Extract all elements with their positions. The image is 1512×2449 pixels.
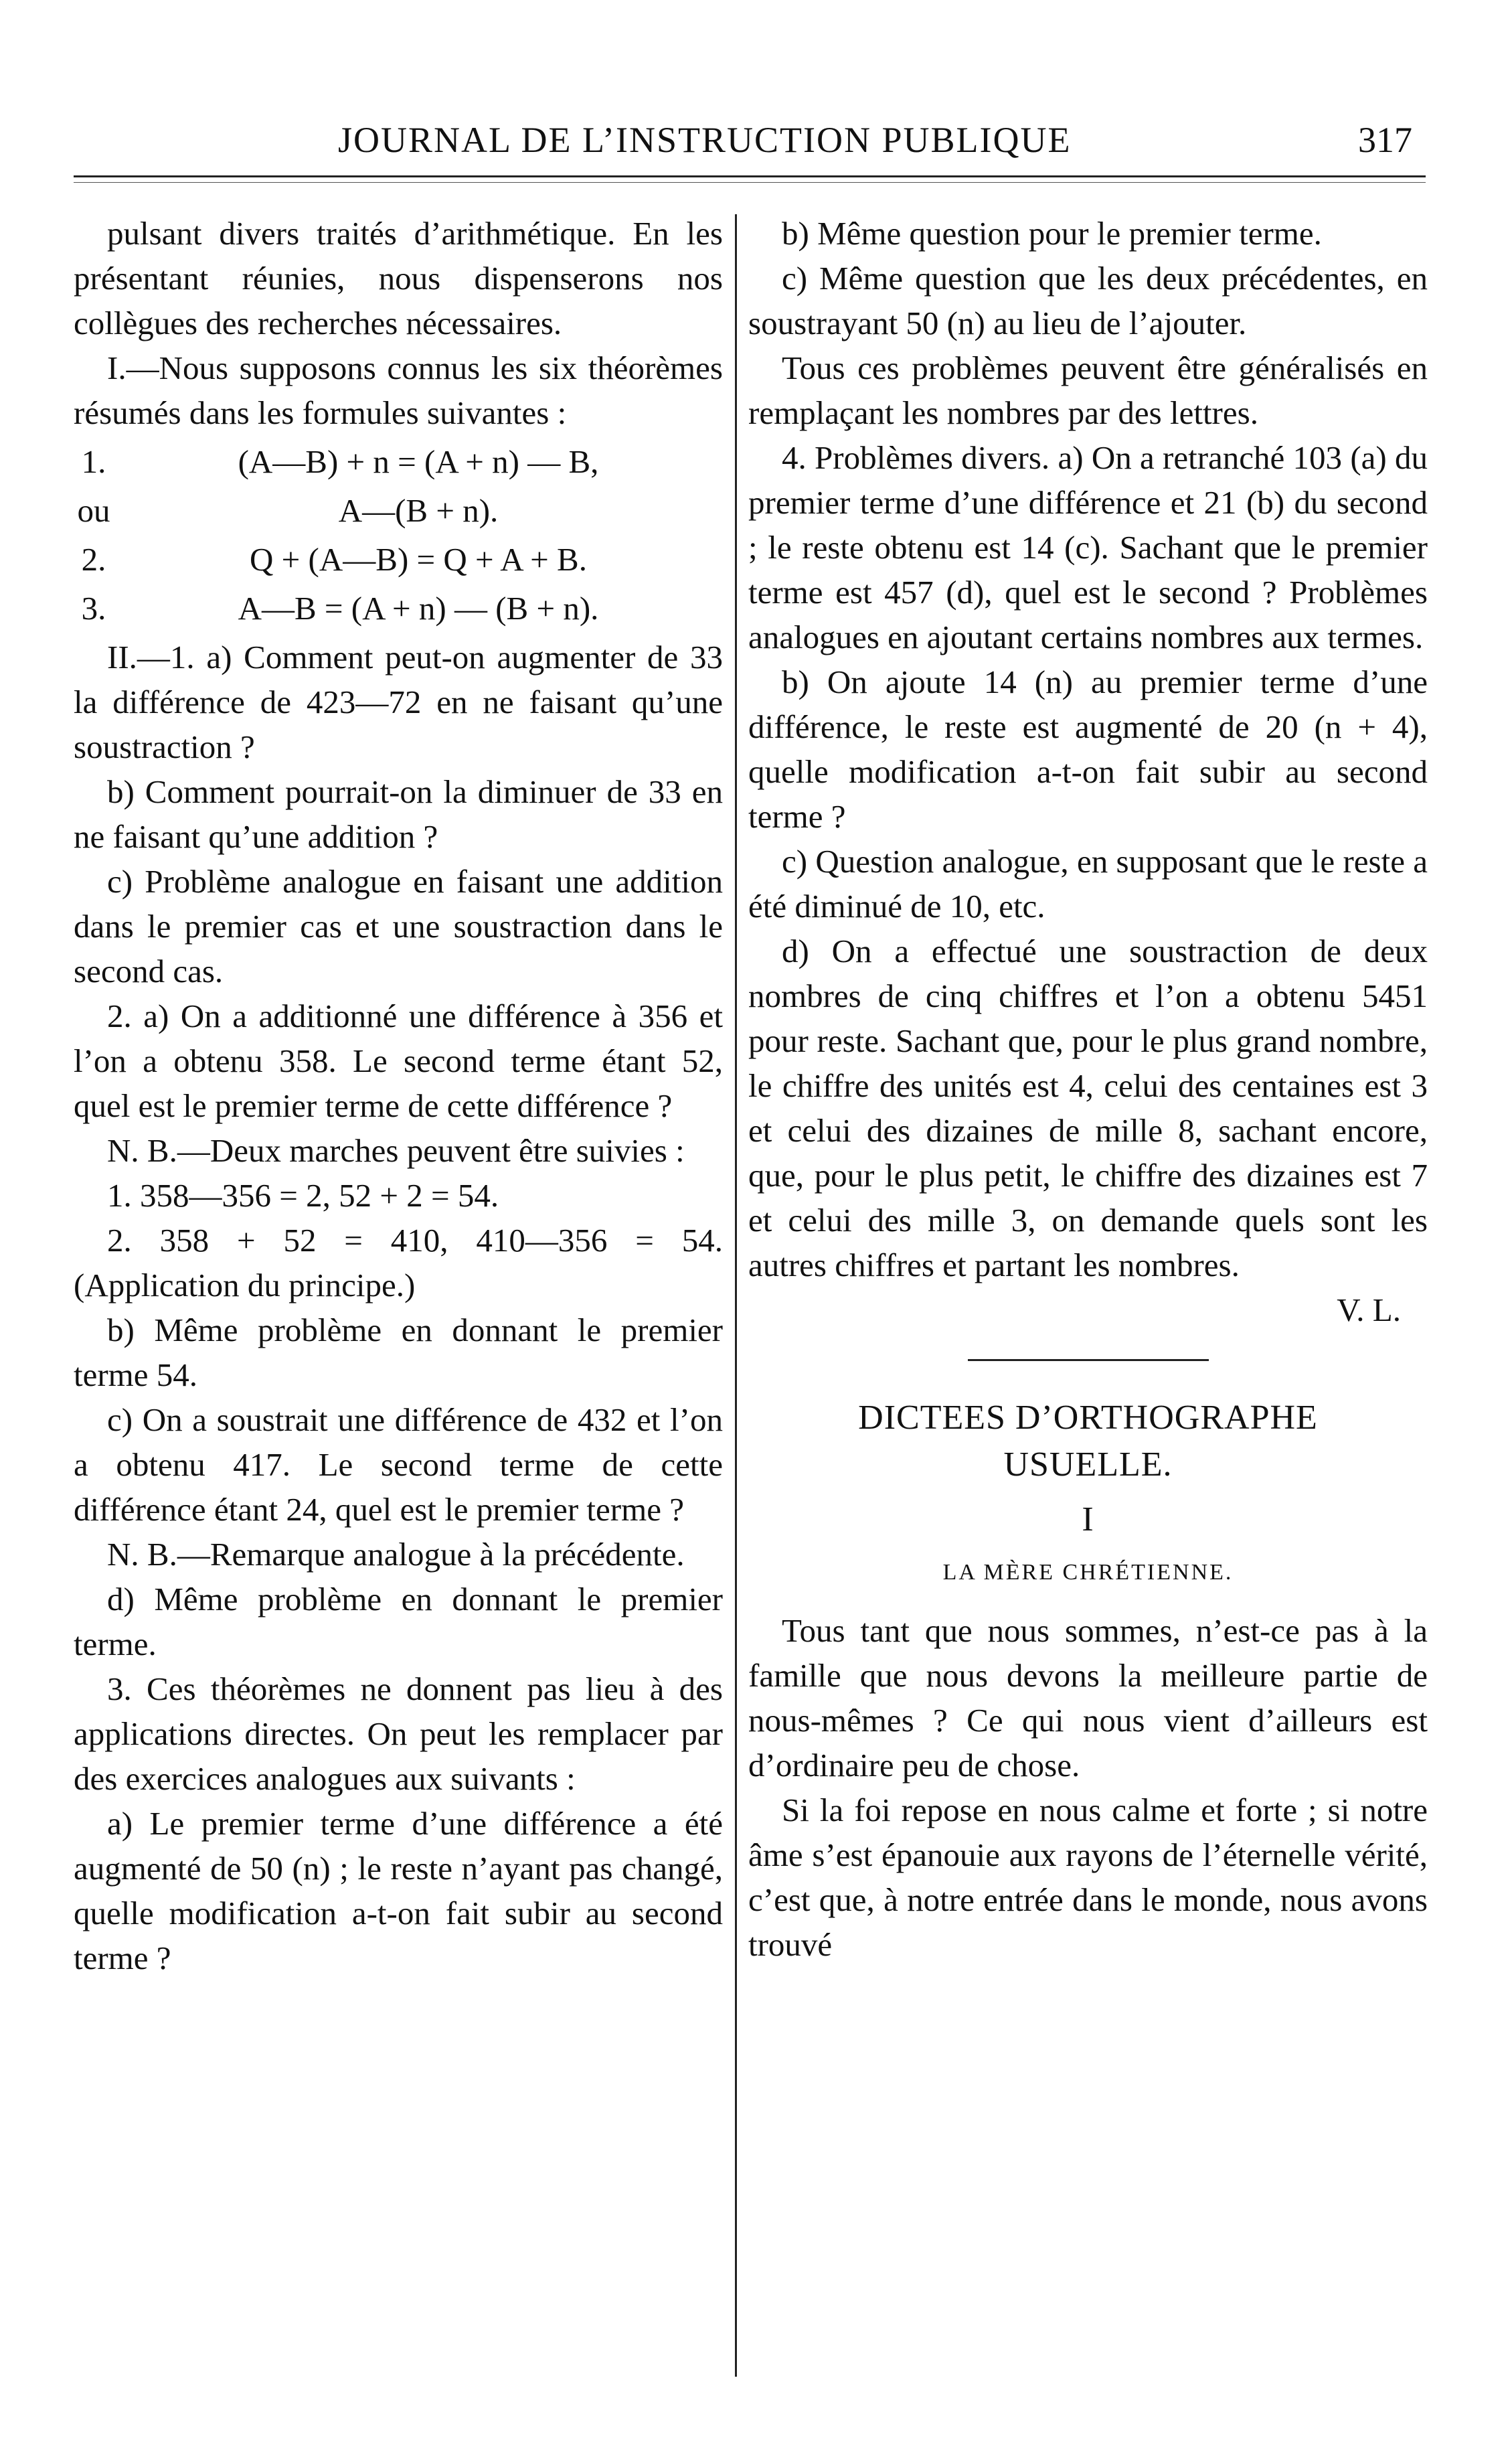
- paragraph: N. B.—Remarque analogue à la précédente.: [107, 1536, 685, 1573]
- signature: V. L.: [1337, 1291, 1401, 1328]
- formula-number: 1.: [81, 443, 106, 480]
- paragraph: b) Même question pour le premier terme.: [782, 215, 1322, 252]
- paragraph: 2. 358 + 52 = 410, 410—356 = 54. (Application du principe.): [74, 1222, 723, 1304]
- header-rule: [74, 175, 1426, 177]
- paragraph: pulsant divers traités d’arithmétique. En les présentant réunies, nous dispenserons nos collègues des recherches nécessaires.: [74, 215, 723, 341]
- formula-line: [74, 586, 723, 631]
- formula-text: (A—B) + n = (A + n) — B,: [238, 443, 599, 480]
- header-rule-thin: [74, 182, 1426, 183]
- formula-line: [74, 537, 723, 582]
- paragraph: c) On a soustrait une différence de 432 et l’on a obtenu 417. Le second terme de cette différence étant 24, quel est le premier terme ?: [74, 1401, 723, 1528]
- paragraph: b) Comment pourrait-on la diminuer de 33 en ne faisant qu’une addition ?: [74, 773, 723, 855]
- paragraph: 3. Ces théorèmes ne donnent pas lieu à des applications directes. On peut les remplacer par des exercices analogues aux suivants :: [74, 1670, 723, 1797]
- right-column-text: [748, 211, 1428, 1287]
- paragraph: 2. a) On a additionné une différence à 356 et l’on a obtenu 358. Le second terme étant 52, quel est le premier terme de cette différence ?: [74, 998, 723, 1124]
- formula-number: ou: [77, 492, 110, 529]
- paragraph: I.—Nous supposons connus les six théorèmes résumés dans les formules suivantes :: [74, 349, 723, 431]
- formula-line: [74, 439, 723, 484]
- paragraph: c) Question analogue, en supposant que le reste a été diminué de 10, etc.: [748, 843, 1428, 925]
- section-heading-line1: DICTEES D’ORTHOGRAPHE: [858, 1399, 1318, 1437]
- section-subtitle: LA MÈRE CHRÉTIENNE.: [942, 1560, 1234, 1585]
- paragraph: d) Même problème en donnant le premier terme.: [74, 1581, 723, 1662]
- formula-text: A—B = (A + n) — (B + n).: [238, 590, 599, 627]
- dictation-paragraph: Si la foi repose en nous calme et forte ; si notre âme s’est épanouie aux rayons de l’éternelle vérité, c’est que, à notre entrée dans le monde, nous avons trouvé: [748, 1792, 1428, 1963]
- paragraph: c) Problème analogue en faisant une addition dans le premier cas et une soustraction dans le second cas.: [74, 863, 723, 990]
- dictation-paragraph: Tous tant que nous sommes, n’est-ce pas à la famille que nous devons la meilleure partie de nous-mêmes ? Ce qui nous vient d’ailleurs est d’ordinaire peu de chose.: [748, 1612, 1428, 1784]
- section-rule: [968, 1359, 1209, 1361]
- formula-number: 2.: [81, 541, 106, 578]
- left-column: [74, 211, 723, 1980]
- page-header: [74, 107, 1426, 161]
- paragraph: 4. Problèmes divers. a) On a retranché 103 (a) du premier terme d’une différence et 21 (b) du second ; le reste obtenu est 14 (c). Sachant que le premier terme est 457 (d), quel est le second ? Problèmes analogues en ajoutant certains nombres aux termes.: [748, 439, 1428, 655]
- formula-text: Q + (A—B) = Q + A + B.: [250, 541, 587, 578]
- paragraph: 1. 358—356 = 2, 52 + 2 = 54.: [107, 1177, 499, 1214]
- section-numeral: I: [1082, 1500, 1094, 1538]
- formula-number: 3.: [81, 590, 106, 627]
- formula-text: A—(B + n).: [338, 492, 499, 529]
- paragraph: Tous ces problèmes peuvent être généralisés en remplaçant les nombres par des lettres.: [748, 349, 1428, 431]
- paragraph: a) Le premier terme d’une différence a été augmenté de 50 (n) ; le reste n’ayant pas changé, quelle modification a-t-on fait subir au second terme ?: [74, 1805, 723, 1976]
- formula-line: [74, 488, 723, 533]
- section-heading-line2: USUELLE.: [1003, 1445, 1173, 1484]
- paragraph: N. B.—Deux marches peuvent être suivies :: [107, 1132, 685, 1169]
- column-divider: [735, 214, 737, 2377]
- paragraph: b) Même problème en donnant le premier terme 54.: [74, 1312, 723, 1393]
- paragraph: b) On ajoute 14 (n) au premier terme d’une différence, le reste est augmenté de 20 (n + 4), quelle modification a-t-on fait subir au second terme ?: [748, 663, 1428, 835]
- right-column: [748, 211, 1428, 1967]
- page-number: 317: [1358, 120, 1412, 160]
- paragraph: c) Même question que les deux précédentes, en soustrayant 50 (n) au lieu de l’ajouter.: [748, 260, 1428, 341]
- paragraph: d) On a effectué une soustraction de deux nombres de cinq chiffres et l’on a obtenu 5451 pour reste. Sachant que, pour le plus grand nombre, le chiffre des unités est 4, celui des centaines est 3 et celui des dizaines de mille 8, sachant encore, que, pour le plus petit, le chiffre des dizaines est 7 et celui des mille 3, on demande quels sont les autres chiffres et partant les nombres.: [748, 933, 1428, 1283]
- paragraph: II.—1. a) Comment peut-on augmenter de 33 la différence de 423—72 en ne faisant qu’une soustraction ?: [74, 639, 723, 765]
- journal-title: JOURNAL DE L’INSTRUCTION PUBLIQUE: [338, 120, 1072, 160]
